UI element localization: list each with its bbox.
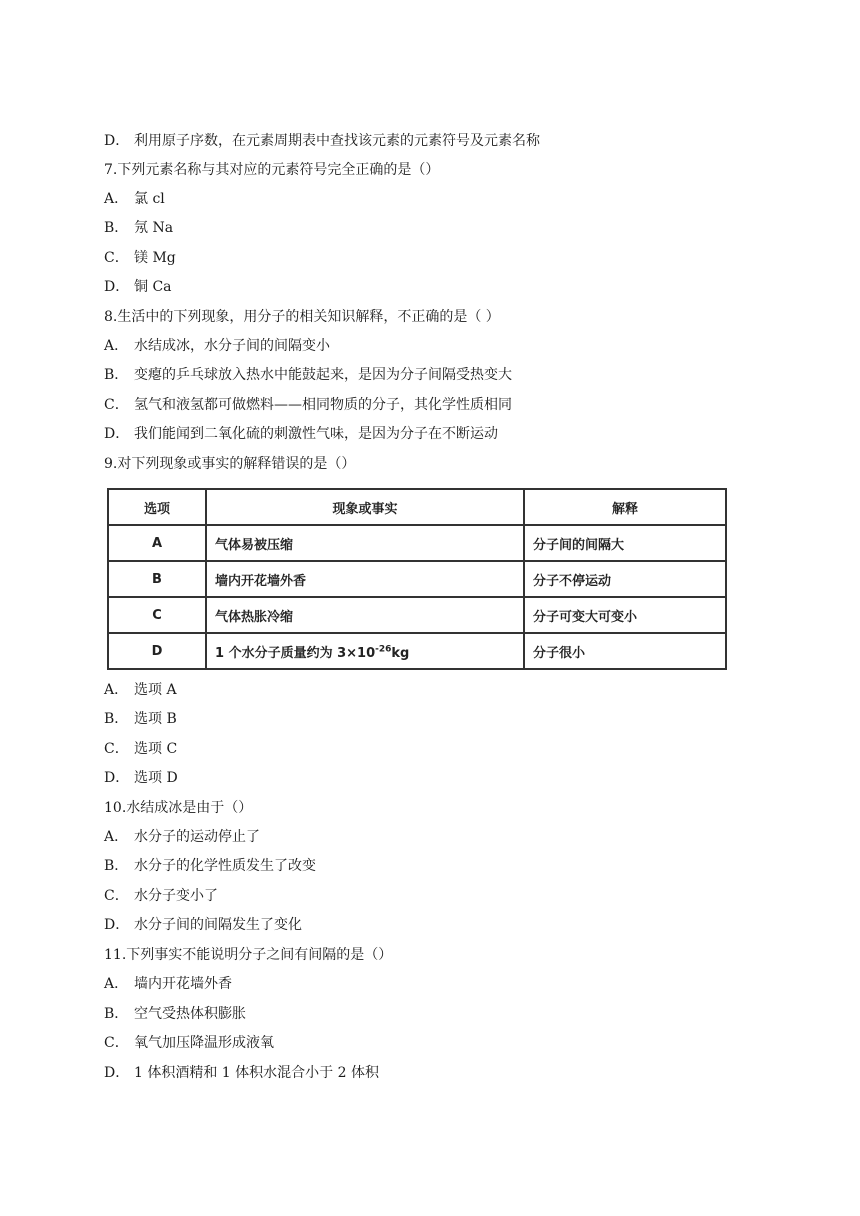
q8-stem: 8.生活中的下列现象，用分子的相关知识解释，不正确的是（ ） — [104, 309, 500, 325]
option-letter: B． — [104, 220, 129, 236]
option-text: 氢气和液氢都可做燃料——相同物质的分子，其化学性质相同 — [134, 397, 512, 413]
q7-option-b — [104, 219, 173, 237]
option-letter: B． — [104, 1006, 129, 1022]
option-text: 氖 Na — [134, 220, 174, 236]
q9-option-c — [104, 740, 177, 758]
q8-option-b — [104, 366, 512, 384]
option-text: 变瘪的乒乓球放入热水中能鼓起来，是因为分子间隔受热变大 — [134, 367, 512, 383]
option-letter: D． — [104, 770, 130, 786]
option-letter: A． — [104, 338, 129, 354]
option-text: 水分子变小了 — [134, 888, 218, 904]
q10-option-a — [104, 828, 260, 846]
table-header-row — [108, 489, 726, 525]
q7-option-c — [104, 249, 176, 267]
q7-stem: 7.下列元素名称与其对应的元素符号完全正确的是（） — [104, 162, 440, 178]
table-cell-option: A — [108, 525, 206, 561]
option-text: 选项 A — [134, 682, 177, 698]
table-row — [108, 597, 726, 633]
option-letter: A． — [104, 191, 129, 207]
option-letter: C． — [104, 397, 129, 413]
option-text: 空气受热体积膨胀 — [134, 1006, 246, 1022]
q10-option-c — [104, 887, 218, 905]
table-row — [108, 561, 726, 597]
q8-option-d — [104, 425, 498, 443]
option-text: 我们能闻到二氧化硫的刺激性气味，是因为分子在不断运动 — [134, 426, 498, 442]
table-cell-option: D — [108, 633, 206, 669]
option-letter: B． — [104, 711, 129, 727]
option-text: 水分子的化学性质发生了改变 — [134, 858, 316, 874]
option-letter: C． — [104, 250, 129, 266]
option-letter: C． — [104, 1035, 129, 1051]
q9-table — [107, 488, 727, 670]
option-letter: C． — [104, 741, 129, 757]
q9-stem: 9.对下列现象或事实的解释错误的是（） — [104, 456, 356, 472]
table-header-option: 选项 — [108, 489, 206, 525]
option-text: 镁 Mg — [134, 250, 176, 266]
option-text: 水分子的运动停止了 — [134, 829, 260, 845]
table-cell-explain: 分子可变大可变小 — [524, 597, 726, 633]
q11-option-d — [104, 1064, 379, 1082]
table-cell-explain: 分子不停运动 — [524, 561, 726, 597]
option-text: 选项 C — [134, 741, 178, 757]
table-cell-fact: 墙内开花墙外香 — [206, 561, 524, 597]
option-text: 1 体积酒精和 1 体积水混合小于 2 体积 — [134, 1065, 379, 1081]
fact-unit: kg — [391, 645, 410, 661]
q8-option-c — [104, 396, 512, 414]
option-text: 氯 cl — [134, 191, 165, 207]
table-row — [108, 633, 726, 669]
option-text: 选项 D — [134, 770, 178, 786]
q7-option-a — [104, 190, 165, 208]
option-text: 选项 B — [134, 711, 177, 727]
q10-option-d — [104, 916, 302, 934]
table-cell-fact: 气体易被压缩 — [206, 525, 524, 561]
q9-option-b — [104, 710, 177, 728]
q11-option-a — [104, 975, 232, 993]
table-cell-explain: 分子间的间隔大 — [524, 525, 726, 561]
table-header-fact: 现象或事实 — [206, 489, 524, 525]
q6-option-d — [104, 132, 540, 150]
q8-option-a — [104, 337, 330, 355]
option-text: 铜 Ca — [134, 279, 172, 295]
table-cell-fact: 气体热胀冷缩 — [206, 597, 524, 633]
q11-option-b — [104, 1005, 246, 1023]
q11-option-c — [104, 1034, 274, 1052]
option-letter: D． — [104, 917, 130, 933]
option-text: 水结成冰，水分子间的间隔变小 — [134, 338, 330, 354]
q10-stem: 10.水结成冰是由于（） — [104, 800, 253, 816]
option-letter: B． — [104, 858, 129, 874]
table-row — [108, 525, 726, 561]
option-letter: D． — [104, 1065, 130, 1081]
table-cell-option: C — [108, 597, 206, 633]
table-cell-option: B — [108, 561, 206, 597]
option-text: 利用原子序数，在元素周期表中查找该元素的元素符号及元素名称 — [134, 133, 540, 149]
table-cell-fact — [206, 633, 524, 669]
option-letter: D． — [104, 279, 130, 295]
option-letter: D． — [104, 426, 130, 442]
q10-option-b — [104, 857, 316, 875]
q11-stem: 11.下列事实不能说明分子之间有间隔的是（） — [104, 947, 393, 963]
option-text: 水分子间的间隔发生了变化 — [134, 917, 302, 933]
table-cell-explain: 分子很小 — [524, 633, 726, 669]
q9-option-a — [104, 681, 177, 699]
table-header-explain: 解释 — [524, 489, 726, 525]
fact-text: 1 个水分子质量约为 3×10 — [215, 645, 376, 661]
option-text: 氧气加压降温形成液氧 — [134, 1035, 274, 1051]
fact-exponent: -26 — [375, 644, 392, 655]
q7-option-d — [104, 278, 172, 296]
option-letter: D． — [104, 133, 130, 149]
option-letter: A． — [104, 976, 129, 992]
option-text: 墙内开花墙外香 — [134, 976, 232, 992]
option-letter: C． — [104, 888, 129, 904]
option-letter: A． — [104, 829, 129, 845]
option-letter: A． — [104, 682, 129, 698]
option-letter: B． — [104, 367, 129, 383]
q9-option-d — [104, 769, 178, 787]
